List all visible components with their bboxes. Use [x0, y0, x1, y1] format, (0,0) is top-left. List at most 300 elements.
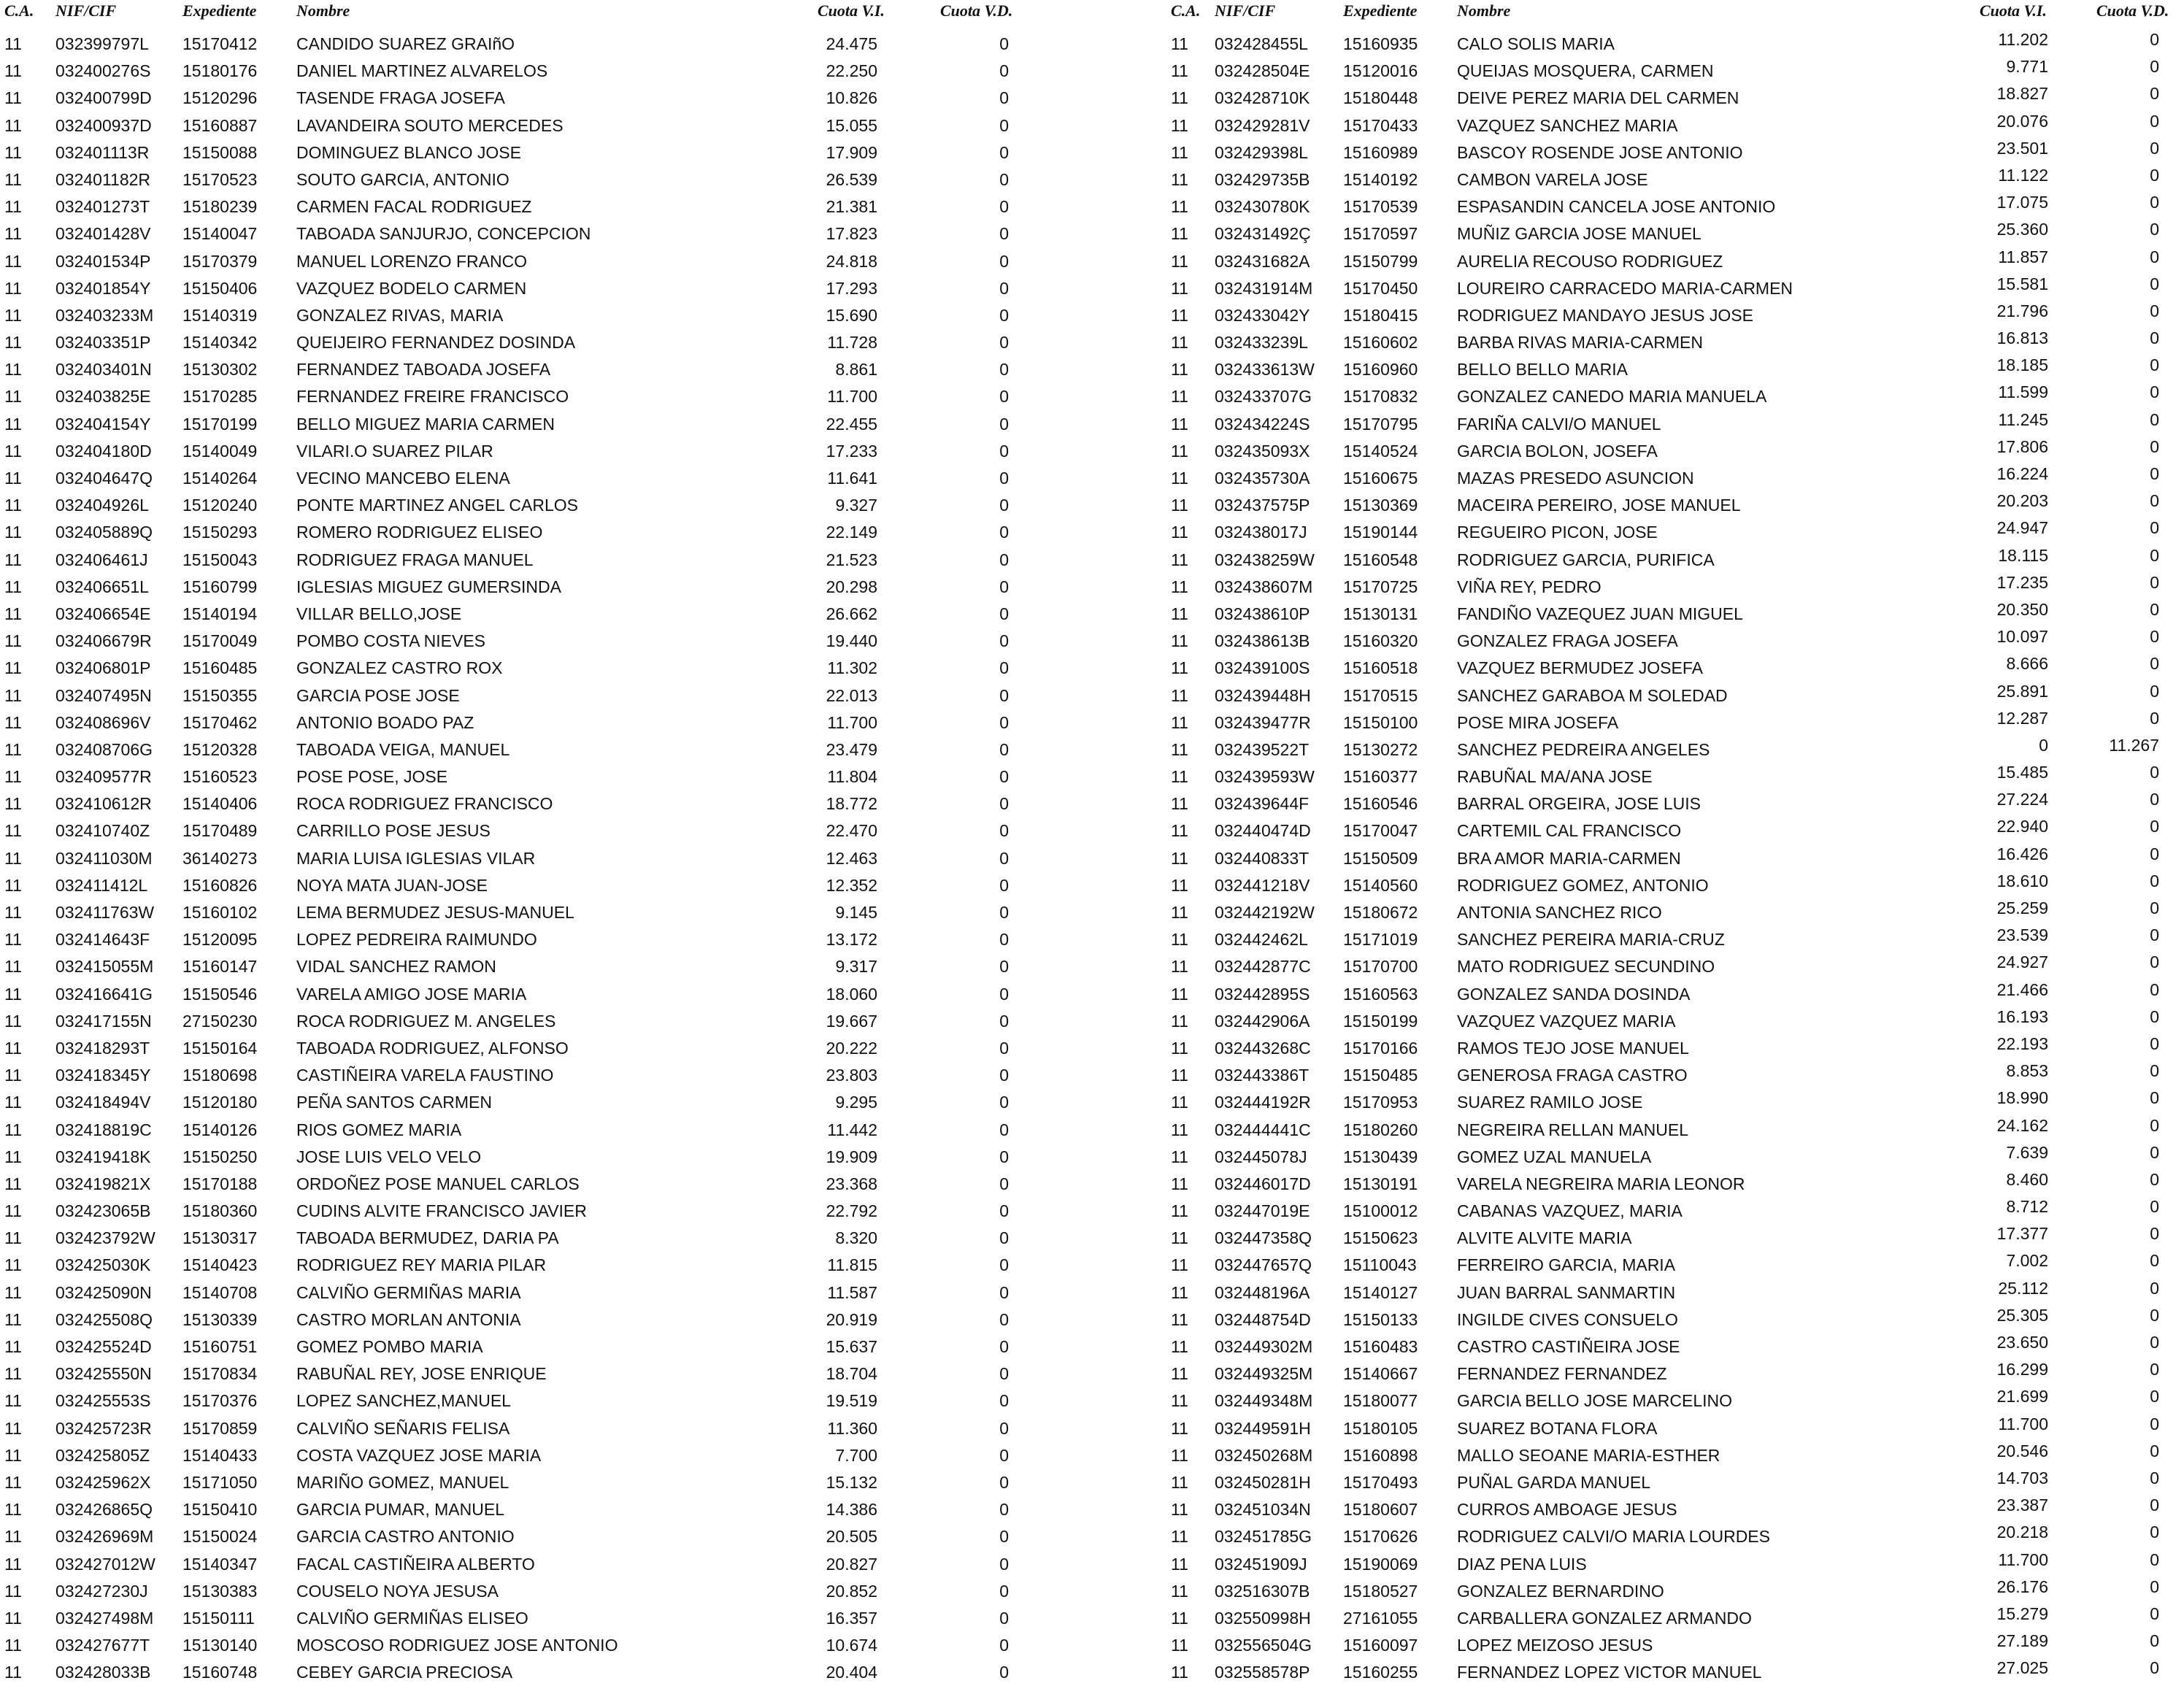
table-row [0, 245, 1037, 272]
cell-expediente: 15150546 [182, 984, 258, 1004]
cell-expediente: 15160563 [1343, 984, 1418, 1004]
cell-nif: 032442192W [1215, 903, 1315, 922]
table-row [0, 869, 1037, 896]
cell-nombre: VAZQUEZ BODELO CARMEN [296, 278, 527, 298]
cell-nombre: CEBEY GARCIA PRECIOSA [296, 1663, 513, 1682]
cell-ca: 11 [4, 496, 22, 515]
cell-nif: 032438610P [1215, 604, 1310, 623]
table-row [1159, 1114, 2184, 1141]
cell-expediente: 15160826 [182, 875, 258, 895]
table-row [0, 82, 1037, 109]
cell-nombre: PONTE MARTINEZ ANGEL CARLOS [296, 496, 578, 515]
cell-cuota-vi: 23.650 [1996, 1333, 2048, 1352]
cell-ca: 11 [4, 1309, 22, 1329]
cell-expediente: 15120240 [182, 496, 258, 515]
cell-nombre: REGUEIRO PICON, JOSE [1457, 523, 1658, 542]
table-row [0, 707, 1037, 734]
table-row [1159, 380, 2184, 407]
cell-nombre: RODRIGUEZ GOMEZ, ANTONIO [1457, 875, 1709, 895]
cell-nombre: CUDINS ALVITE FRANCISCO JAVIER [296, 1201, 587, 1221]
cell-nif: 032425508Q [55, 1309, 153, 1329]
cell-ca: 11 [1171, 1418, 1188, 1438]
cell-cuota-vi: 17.823 [826, 224, 877, 244]
cell-cuota-vd: 0 [2150, 30, 2159, 49]
cell-cuota-vd: 0 [2150, 654, 2159, 674]
cell-nif: 032556504G [1215, 1636, 1312, 1655]
cell-ca: 11 [4, 821, 22, 841]
cell-cuota-vi: 8.320 [835, 1228, 877, 1248]
table-row [1159, 218, 2184, 245]
table-row [0, 1059, 1037, 1086]
cell-expediente: 15150088 [182, 142, 258, 162]
cell-cuota-vd: 0 [2150, 599, 2159, 619]
cell-cuota-vd: 0 [999, 142, 1009, 162]
cell-nif: 032450281H [1215, 1472, 1311, 1492]
table-row [0, 950, 1037, 977]
table-row [1159, 544, 2184, 571]
cell-ca: 11 [4, 115, 22, 135]
cell-expediente: 15180239 [182, 197, 258, 217]
cell-expediente: 15160320 [1343, 631, 1418, 651]
table-row [1159, 680, 2184, 707]
cell-cuota-vi: 8.666 [2006, 654, 2048, 674]
table-row [0, 516, 1037, 543]
cell-cuota-vi: 17.293 [826, 278, 877, 298]
cell-nif: 032516307B [1215, 1581, 1310, 1601]
cell-nif: 032440833T [1215, 848, 1310, 868]
cell-nombre: LAVANDEIRA SOUTO MERCEDES [296, 115, 564, 135]
cell-cuota-vd: 0 [2150, 464, 2159, 483]
cell-ca: 11 [4, 1093, 22, 1112]
cell-cuota-vd: 0 [2150, 220, 2159, 239]
cell-expediente: 15160887 [182, 115, 258, 135]
cell-ca: 11 [1171, 1066, 1188, 1085]
cell-nif: 032558578P [1215, 1663, 1310, 1682]
cell-cuota-vd: 0 [999, 767, 1009, 787]
cell-nombre: POSE POSE, JOSE [296, 767, 448, 787]
cell-expediente: 15171019 [1343, 930, 1418, 950]
header-nif: NIF/CIF [1215, 1, 1276, 20]
cell-expediente: 15150799 [1343, 251, 1418, 271]
cell-nif: 032441218V [1215, 875, 1310, 895]
header-ca: C.A. [4, 1, 34, 20]
cell-nif: 032425550N [55, 1364, 152, 1384]
cell-nif: 032404180D [55, 441, 152, 461]
cell-expediente: 15150485 [1343, 1066, 1418, 1085]
cell-expediente: 15180260 [1343, 1120, 1418, 1139]
cell-cuota-vd: 0 [2150, 1414, 2159, 1433]
table-row [1159, 516, 2184, 543]
cell-cuota-vd: 0 [2150, 1387, 2159, 1406]
cell-expediente: 15140708 [182, 1282, 258, 1302]
cell-expediente: 15160748 [182, 1663, 258, 1682]
cell-nif: 032433707G [1215, 387, 1312, 407]
cell-cuota-vd: 0 [999, 523, 1009, 542]
cell-nif: 032417155N [55, 1011, 152, 1031]
cell-nif: 032426969M [55, 1527, 154, 1547]
cell-ca: 11 [1171, 1636, 1188, 1655]
cell-cuota-vi: 24.475 [826, 34, 877, 53]
cell-nif: 032439448H [1215, 685, 1311, 705]
cell-expediente: 15170166 [1343, 1038, 1418, 1058]
cell-expediente: 15150406 [182, 278, 258, 298]
cell-nif: 032443386T [1215, 1066, 1310, 1085]
cell-nombre: ESPASANDIN CANCELA JOSE ANTONIO [1457, 197, 1776, 217]
cell-ca: 11 [4, 984, 22, 1004]
cell-nif: 032401182R [55, 169, 151, 189]
cell-nif: 032447019E [1215, 1201, 1310, 1221]
cell-cuota-vd: 0 [2150, 898, 2159, 917]
cell-cuota-vd: 0 [999, 278, 1009, 298]
cell-cuota-vi: 25.891 [1996, 681, 2048, 701]
cell-cuota-vi: 18.704 [826, 1364, 877, 1384]
cell-expediente: 15130302 [182, 360, 258, 380]
cell-ca: 11 [1171, 360, 1188, 380]
cell-nif: 032403233M [55, 305, 154, 325]
cell-expediente: 15140560 [1343, 875, 1418, 895]
cell-ca: 11 [1171, 658, 1188, 678]
cell-cuota-vd: 0 [2150, 952, 2159, 972]
table-row [1159, 1141, 2184, 1168]
cell-ca: 11 [4, 251, 22, 271]
cell-cuota-vd: 0 [2150, 436, 2159, 456]
table-row [1159, 190, 2184, 218]
cell-nif: 032449302M [1215, 1337, 1313, 1356]
cell-nif: 032418494V [55, 1093, 151, 1112]
cell-nif: 032442462L [1215, 930, 1308, 950]
cell-expediente: 15160602 [1343, 333, 1418, 353]
cell-cuota-vd: 0 [2150, 1033, 2159, 1053]
cell-cuota-vi: 12.463 [826, 848, 877, 868]
cell-expediente: 15170376 [182, 1391, 258, 1411]
cell-cuota-vi: 10.826 [826, 88, 877, 108]
cell-nif: 032451785G [1215, 1527, 1312, 1547]
cell-nombre: BRA AMOR MARIA-CARMEN [1457, 848, 1681, 868]
cell-cuota-vi: 22.013 [826, 685, 877, 705]
cell-ca: 11 [4, 712, 22, 732]
cell-ca: 11 [1171, 61, 1188, 81]
table-row [1159, 408, 2184, 435]
cell-cuota-vi: 11.700 [1998, 1414, 2048, 1433]
cell-nombre: CASTRO CASTIÑEIRA JOSE [1457, 1337, 1680, 1356]
cell-cuota-vd: 0 [999, 88, 1009, 108]
table-row [1159, 842, 2184, 869]
cell-ca: 11 [4, 1147, 22, 1166]
cell-cuota-vi: 23.539 [1996, 925, 2048, 945]
cell-cuota-vi: 22.455 [826, 414, 877, 434]
cell-cuota-vi: 11.641 [827, 469, 877, 488]
cell-cuota-vi: 15.637 [826, 1337, 877, 1356]
cell-cuota-vi: 19.667 [826, 1011, 877, 1031]
cell-expediente: 15170953 [1343, 1093, 1418, 1112]
cell-expediente: 15150623 [1343, 1228, 1418, 1248]
cell-nombre: CANDIDO SUAREZ GRAIñO [296, 34, 515, 53]
cell-nombre: CARTEMIL CAL FRANCISCO [1457, 821, 1682, 841]
cell-cuota-vi: 24.947 [1996, 518, 2048, 538]
cell-nif: 032425030K [55, 1255, 151, 1275]
table-row [1159, 869, 2184, 896]
cell-nombre: VAZQUEZ BERMUDEZ JOSEFA [1457, 658, 1703, 678]
cell-cuota-vd: 0 [999, 957, 1009, 977]
table-row [0, 1575, 1037, 1602]
cell-nif: 032434224S [1215, 414, 1310, 434]
cell-ca: 11 [1171, 34, 1188, 53]
cell-nombre: VIDAL SANCHEZ RAMON [296, 957, 496, 977]
cell-cuota-vd: 0 [999, 1066, 1009, 1085]
table-row [1159, 734, 2184, 761]
cell-cuota-vd: 0 [999, 1418, 1009, 1438]
cell-cuota-vi: 17.233 [826, 441, 877, 461]
cell-cuota-vd: 0 [999, 251, 1009, 271]
header-nif: NIF/CIF [55, 1, 117, 20]
cell-nombre: RABUÑAL MA/ANA JOSE [1457, 767, 1653, 787]
cell-ca: 11 [4, 387, 22, 407]
cell-ca: 11 [1171, 1228, 1188, 1248]
cell-ca: 11 [4, 1472, 22, 1492]
table-row [1159, 1575, 2184, 1602]
cell-nombre: LEMA BERMUDEZ JESUS-MANUEL [296, 903, 574, 922]
cell-ca: 11 [1171, 88, 1188, 108]
cell-nombre: JUAN BARRAL SANMARTIN [1457, 1282, 1676, 1302]
cell-expediente: 15140049 [182, 441, 258, 461]
cell-nombre: ALVITE ALVITE MARIA [1457, 1228, 1632, 1248]
cell-ca: 11 [4, 631, 22, 651]
cell-cuota-vd: 0 [2150, 193, 2159, 212]
cell-nif: 032427677T [55, 1636, 150, 1655]
table-row [1159, 109, 2184, 136]
cell-nombre: POMBO COSTA NIEVES [296, 631, 486, 651]
cell-ca: 11 [4, 1201, 22, 1221]
cell-nombre: SUAREZ BOTANA FLORA [1457, 1418, 1658, 1438]
table-row [0, 652, 1037, 679]
cell-cuota-vi: 27.025 [1996, 1658, 2048, 1678]
cell-cuota-vd: 0 [2150, 355, 2159, 375]
cell-ca: 11 [4, 1663, 22, 1682]
cell-cuota-vd: 0 [999, 685, 1009, 705]
cell-cuota-vi: 17.909 [826, 142, 877, 162]
cell-ca: 11 [4, 577, 22, 596]
cell-ca: 11 [1171, 1120, 1188, 1139]
cell-nombre: CARRILLO POSE JESUS [296, 821, 491, 841]
table-row [0, 218, 1037, 245]
cell-nif: 032444441C [1215, 1120, 1311, 1139]
cell-nombre: RABUÑAL REY, JOSE ENRIQUE [296, 1364, 547, 1384]
cell-cuota-vd: 0 [999, 1282, 1009, 1302]
cell-cuota-vi: 11.700 [827, 387, 877, 407]
cell-nif: 032411763W [55, 903, 155, 922]
cell-nombre: CALVIÑO GERMIÑAS ELISEO [296, 1608, 528, 1628]
cell-cuota-vd: 0 [999, 169, 1009, 189]
cell-cuota-vi: 21.796 [1996, 301, 2048, 320]
cell-expediente: 15170597 [1343, 224, 1418, 244]
table-row [0, 1032, 1037, 1059]
cell-nif: 032419418K [55, 1147, 151, 1166]
cell-ca: 11 [4, 469, 22, 488]
cell-ca: 11 [4, 930, 22, 950]
table-row [1159, 163, 2184, 190]
cell-cuota-vi: 7.639 [2006, 1142, 2048, 1162]
header-cuota-vd: Cuota V.D. [940, 1, 1013, 20]
cell-cuota-vi: 17.235 [1996, 572, 2048, 592]
cell-expediente: 15140127 [1343, 1282, 1418, 1302]
cell-expediente: 15180077 [1343, 1391, 1418, 1411]
cell-cuota-vd: 0 [999, 1391, 1009, 1411]
cell-cuota-vd: 0 [999, 1011, 1009, 1031]
table-row [1159, 652, 2184, 679]
cell-cuota-vi: 15.581 [1996, 274, 2048, 293]
cell-ca: 11 [1171, 739, 1188, 759]
table-row [0, 1195, 1037, 1222]
cell-cuota-vd: 0 [999, 1581, 1009, 1601]
cell-nombre: MUÑIZ GARCIA JOSE MANUEL [1457, 224, 1702, 244]
table-row [1159, 1466, 2184, 1493]
table-row [0, 1277, 1037, 1304]
cell-ca: 11 [4, 1500, 22, 1520]
cell-cuota-vi: 16.426 [1996, 844, 2048, 863]
cell-nif: 032399797L [55, 34, 149, 53]
cell-nif: 032409577R [55, 767, 152, 787]
cell-nombre: GONZALEZ FRAGA JOSEFA [1457, 631, 1678, 651]
cell-nombre: QUEIJAS MOSQUERA, CARMEN [1457, 61, 1714, 81]
table-row [1159, 1385, 2184, 1412]
cell-nombre: TABOADA BERMUDEZ, DARIA PA [296, 1228, 559, 1248]
table-row [0, 1141, 1037, 1168]
cell-ca: 11 [1171, 1174, 1188, 1193]
cell-cuota-vd: 0 [999, 115, 1009, 135]
cell-cuota-vi: 18.772 [826, 794, 877, 814]
cell-ca: 11 [1171, 115, 1188, 135]
cell-expediente: 15150164 [182, 1038, 258, 1058]
table-row [0, 598, 1037, 625]
table-row [0, 380, 1037, 407]
cell-cuota-vd: 0 [999, 414, 1009, 434]
cell-cuota-vd: 0 [2150, 84, 2159, 104]
cell-nombre: POSE MIRA JOSEFA [1457, 712, 1619, 732]
cell-cuota-vd: 0 [999, 1309, 1009, 1329]
cell-expediente: 15170834 [182, 1364, 258, 1384]
cell-expediente: 15140667 [1343, 1364, 1418, 1384]
cell-nif: 032419821X [55, 1174, 151, 1193]
cell-cuota-vd: 0 [999, 984, 1009, 1004]
table-row [0, 353, 1037, 380]
cell-expediente: 15180105 [1343, 1418, 1418, 1438]
cell-ca: 11 [1171, 496, 1188, 515]
cell-expediente: 15170412 [182, 34, 258, 53]
cell-nif: 032428710K [1215, 88, 1310, 108]
cell-nombre: NOYA MATA JUAN-JOSE [296, 875, 488, 895]
cell-cuota-vi: 23.479 [826, 739, 877, 759]
table-row [0, 896, 1037, 923]
cell-cuota-vd: 0 [999, 1472, 1009, 1492]
cell-ca: 11 [4, 1011, 22, 1031]
cell-ca: 11 [4, 767, 22, 787]
cell-cuota-vi: 21.523 [826, 550, 877, 569]
cell-nif: 032406654E [55, 604, 151, 623]
cell-cuota-vd: 0 [999, 34, 1009, 53]
cell-nombre: CURROS AMBOAGE JESUS [1457, 1500, 1677, 1520]
cell-cuota-vi: 20.546 [1996, 1441, 2048, 1460]
cell-cuota-vi: 20.203 [1996, 491, 2048, 511]
cell-ca: 11 [1171, 333, 1188, 353]
cell-expediente: 15120180 [182, 1093, 258, 1112]
cell-nif: 032550998H [1215, 1608, 1311, 1628]
table-row [1159, 1059, 2184, 1086]
cell-ca: 11 [4, 903, 22, 922]
header-cuota-vd: Cuota V.D. [2096, 1, 2169, 20]
table-row [1159, 1358, 2184, 1385]
cell-ca: 11 [1171, 1527, 1188, 1547]
cell-ca: 11 [1171, 984, 1188, 1004]
cell-nif: 032444192R [1215, 1093, 1311, 1112]
cell-nombre: GARCIA CASTRO ANTONIO [296, 1527, 515, 1547]
cell-nif: 032423792W [55, 1228, 155, 1248]
cell-expediente: 15170285 [182, 387, 258, 407]
cell-ca: 11 [4, 523, 22, 542]
cell-cuota-vi: 12.352 [826, 875, 877, 895]
cell-cuota-vi: 24.162 [1996, 1115, 2048, 1135]
cell-expediente: 15140433 [182, 1445, 258, 1465]
cell-cuota-vd: 0 [2150, 301, 2159, 320]
cell-ca: 11 [4, 1337, 22, 1356]
table-row [0, 815, 1037, 842]
cell-cuota-vi: 11.728 [827, 333, 877, 353]
cell-cuota-vd: 0 [2150, 1305, 2159, 1325]
cell-cuota-vi: 25.259 [1996, 898, 2048, 917]
cell-nif: 032449591H [1215, 1418, 1311, 1438]
table-row [0, 1114, 1037, 1141]
cell-nif: 032427230J [55, 1581, 148, 1601]
table-row [0, 680, 1037, 707]
cell-ca: 11 [1171, 767, 1188, 787]
cell-cuota-vi: 11.815 [827, 1255, 877, 1275]
cell-ca: 11 [4, 1636, 22, 1655]
cell-ca: 11 [1171, 957, 1188, 977]
cell-expediente: 15140126 [182, 1120, 258, 1139]
cell-ca: 11 [4, 88, 22, 108]
cell-ca: 11 [1171, 1011, 1188, 1031]
cell-ca: 11 [4, 1527, 22, 1547]
table-row [0, 1466, 1037, 1493]
table-row [1159, 1412, 2184, 1439]
cell-cuota-vi: 16.224 [1996, 464, 2048, 483]
table-row [0, 1249, 1037, 1276]
cell-cuota-vi: 0 [2039, 735, 2048, 755]
cell-nif: 032437575P [1215, 496, 1310, 515]
cell-cuota-vd: 0 [2150, 763, 2159, 782]
cell-ca: 11 [1171, 142, 1188, 162]
cell-expediente: 15150410 [182, 1500, 258, 1520]
cell-cuota-vi: 11.599 [1998, 382, 2048, 402]
cell-expediente: 15170515 [1343, 685, 1418, 705]
cell-expediente: 15120296 [182, 88, 258, 108]
cell-cuota-vd: 0 [2150, 328, 2159, 348]
cell-expediente: 15140423 [182, 1255, 258, 1275]
cell-nombre: GARCIA BELLO JOSE MARCELINO [1457, 1391, 1733, 1411]
cell-cuota-vd: 0 [2150, 382, 2159, 402]
cell-expediente: 15140406 [182, 794, 258, 814]
cell-cuota-vd: 0 [2150, 1006, 2159, 1026]
cell-ca: 11 [4, 1228, 22, 1248]
cell-ca: 11 [4, 360, 22, 380]
cell-nombre: SUAREZ RAMILO JOSE [1457, 1093, 1643, 1112]
cell-ca: 11 [4, 848, 22, 868]
cell-expediente: 15110043 [1343, 1255, 1417, 1275]
table-row [0, 489, 1037, 516]
cell-expediente: 15170188 [182, 1174, 258, 1193]
table-row [0, 326, 1037, 353]
table-row [0, 544, 1037, 571]
table-row [0, 28, 1037, 55]
